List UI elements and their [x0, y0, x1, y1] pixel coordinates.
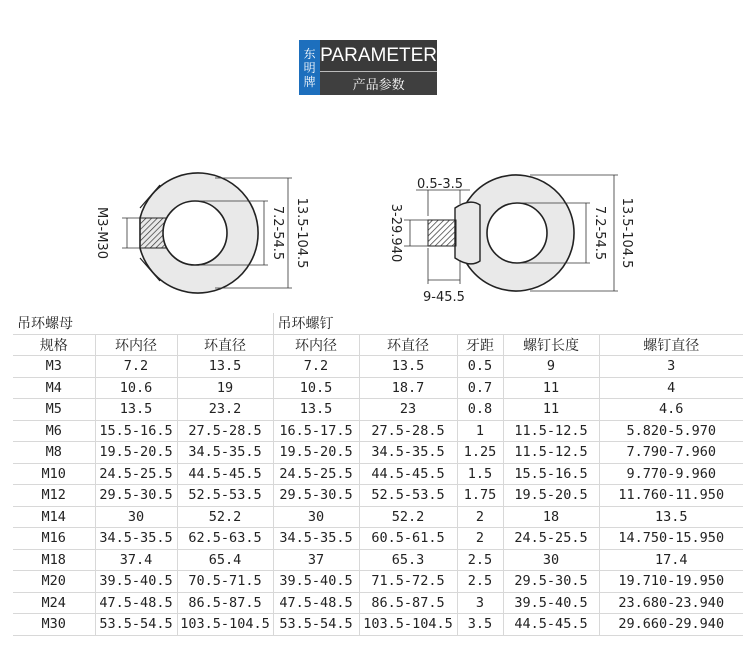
table-cell: 13.5 [177, 356, 273, 378]
table-row [13, 442, 743, 464]
table-cell: 13.5 [599, 506, 743, 528]
table-cell: 9 [503, 356, 599, 378]
table-cell: 29.5-30.5 [95, 485, 177, 507]
table-cell: 29.5-30.5 [503, 571, 599, 593]
table-cell: 13.5 [359, 356, 457, 378]
table-cell: 0.8 [457, 399, 503, 421]
section-subtitle: 产品参数 [320, 71, 437, 95]
bolt-pitch-label: 0.5-3.5 [416, 177, 464, 192]
group-nut-label: 吊环螺母 [13, 313, 273, 334]
table-cell: 29.5-30.5 [273, 485, 359, 507]
table-cell: 24.5-25.5 [95, 463, 177, 485]
table-cell: 34.5-35.5 [359, 442, 457, 464]
table-cell: 34.5-35.5 [177, 442, 273, 464]
table-cell: 29.660-29.940 [599, 614, 743, 636]
table-cell: 5.820-5.970 [599, 420, 743, 442]
column-header: 螺钉直径 [599, 334, 743, 356]
table-row [13, 506, 743, 528]
table-cell: 52.5-53.5 [177, 485, 273, 507]
eye-bolt-drawing [404, 175, 618, 291]
table-cell: 24.5-25.5 [503, 528, 599, 550]
table-row [13, 571, 743, 593]
nut-outer-dia-label: 13.5-104.5 [294, 197, 309, 269]
bolt-outer-dia-label: 13.5-104.5 [619, 197, 634, 269]
table-cell: 34.5-35.5 [273, 528, 359, 550]
eye-nut-drawing [122, 173, 292, 293]
table-cell: 4 [599, 377, 743, 399]
table-cell: 103.5-104.5 [177, 614, 273, 636]
table-cell: 1.75 [457, 485, 503, 507]
bolt-inner-dia-label: 7.2-54.5 [592, 205, 607, 261]
table-cell: 19 [177, 377, 273, 399]
table-cell: 2 [457, 506, 503, 528]
table-row [13, 377, 743, 399]
table-cell: M8 [13, 442, 95, 464]
table-cell: 23.2 [177, 399, 273, 421]
table-row [13, 592, 743, 614]
table-cell: 18 [503, 506, 599, 528]
table-cell: 103.5-104.5 [359, 614, 457, 636]
group-header-row [13, 313, 743, 334]
table-cell: 47.5-48.5 [273, 592, 359, 614]
table-cell: 7.2 [273, 356, 359, 378]
table-cell: 18.7 [359, 377, 457, 399]
table-cell: 39.5-40.5 [503, 592, 599, 614]
table-cell: 1.5 [457, 463, 503, 485]
column-header-row [13, 334, 743, 356]
table-cell: M4 [13, 377, 95, 399]
table-cell: 65.3 [359, 549, 457, 571]
table-cell: 1 [457, 420, 503, 442]
table-row [13, 485, 743, 507]
table-cell: M5 [13, 399, 95, 421]
table-cell: 60.5-61.5 [359, 528, 457, 550]
brand-char: 东 [303, 46, 316, 61]
table-cell: 86.5-87.5 [177, 592, 273, 614]
table-cell: 53.5-54.5 [95, 614, 177, 636]
table-cell: 2.5 [457, 571, 503, 593]
table-cell: M12 [13, 485, 95, 507]
table-cell: 4.6 [599, 399, 743, 421]
table-cell: 7.790-7.960 [599, 442, 743, 464]
table-cell: 70.5-71.5 [177, 571, 273, 593]
table-cell: 30 [503, 549, 599, 571]
column-header: 环内径 [273, 334, 359, 356]
table-cell: 11.5-12.5 [503, 442, 599, 464]
table-cell: 39.5-40.5 [273, 571, 359, 593]
table-cell: 3.5 [457, 614, 503, 636]
table-row [13, 399, 743, 421]
table-row [13, 549, 743, 571]
table-cell: 19.5-20.5 [273, 442, 359, 464]
table-cell: 23 [359, 399, 457, 421]
table-cell: 10.6 [95, 377, 177, 399]
table-cell: 7.2 [95, 356, 177, 378]
table-cell: 19.710-19.950 [599, 571, 743, 593]
table-cell: 3 [457, 592, 503, 614]
table-cell: 23.680-23.940 [599, 592, 743, 614]
table-cell: 71.5-72.5 [359, 571, 457, 593]
table-cell: 0.5 [457, 356, 503, 378]
column-header: 环内径 [95, 334, 177, 356]
table-cell: M3 [13, 356, 95, 378]
table-cell: 37.4 [95, 549, 177, 571]
table-cell: 44.5-45.5 [177, 463, 273, 485]
table-cell: 27.5-28.5 [177, 420, 273, 442]
table-cell: 2.5 [457, 549, 503, 571]
table-cell: M6 [13, 420, 95, 442]
table-cell: 10.5 [273, 377, 359, 399]
table-cell: 39.5-40.5 [95, 571, 177, 593]
table-cell: 44.5-45.5 [359, 463, 457, 485]
table-cell: 19.5-20.5 [503, 485, 599, 507]
bolt-shank-dia-label: 3-29.940 [388, 203, 403, 263]
table-cell: 13.5 [273, 399, 359, 421]
table-cell: 15.5-16.5 [503, 463, 599, 485]
table-cell: 15.5-16.5 [95, 420, 177, 442]
table-cell: M20 [13, 571, 95, 593]
table-row [13, 528, 743, 550]
table-cell: 47.5-48.5 [95, 592, 177, 614]
brand-label [299, 40, 320, 95]
table-cell: 27.5-28.5 [359, 420, 457, 442]
table-cell: 0.7 [457, 377, 503, 399]
table-cell: 30 [273, 506, 359, 528]
technical-drawings [0, 160, 750, 310]
table-cell: M14 [13, 506, 95, 528]
table-row [13, 614, 743, 636]
column-header: 环直径 [177, 334, 273, 356]
column-header: 规格 [13, 334, 95, 356]
table-cell: 65.4 [177, 549, 273, 571]
table-row [13, 356, 743, 378]
table-cell: 16.5-17.5 [273, 420, 359, 442]
section-title: PARAMETER [320, 40, 437, 71]
table-cell: 44.5-45.5 [503, 614, 599, 636]
table-cell: 86.5-87.5 [359, 592, 457, 614]
table-cell: 11.760-11.950 [599, 485, 743, 507]
table-cell: 9.770-9.960 [599, 463, 743, 485]
brand-char: 牌 [303, 74, 316, 89]
table-cell: M16 [13, 528, 95, 550]
table-cell: 11.5-12.5 [503, 420, 599, 442]
table-cell: M18 [13, 549, 95, 571]
table-row [13, 463, 743, 485]
table-row [13, 420, 743, 442]
table-cell: 34.5-35.5 [95, 528, 177, 550]
column-header: 螺钉长度 [503, 334, 599, 356]
table-cell: 1.25 [457, 442, 503, 464]
column-header: 牙距 [457, 334, 503, 356]
table-cell: M10 [13, 463, 95, 485]
table-cell: 52.5-53.5 [359, 485, 457, 507]
table-cell: 52.2 [177, 506, 273, 528]
brand-char: 明 [303, 60, 316, 75]
table-cell: 3 [599, 356, 743, 378]
table-cell: 2 [457, 528, 503, 550]
table-cell: 37 [273, 549, 359, 571]
table-cell: M30 [13, 614, 95, 636]
table-cell: 11 [503, 399, 599, 421]
table-cell: 14.750-15.950 [599, 528, 743, 550]
nut-thread-label: M3-M30 [94, 207, 109, 259]
table-cell: 13.5 [95, 399, 177, 421]
table-cell: 19.5-20.5 [95, 442, 177, 464]
bolt-length-label: 9-45.5 [423, 290, 465, 305]
table-cell: 62.5-63.5 [177, 528, 273, 550]
parameter-badge [299, 40, 437, 95]
table-cell: M24 [13, 592, 95, 614]
column-header: 环直径 [359, 334, 457, 356]
drawing-svg [0, 160, 750, 310]
table-cell: 52.2 [359, 506, 457, 528]
table-cell: 17.4 [599, 549, 743, 571]
group-bolt-label: 吊环螺钉 [273, 313, 743, 334]
table-cell: 53.5-54.5 [273, 614, 359, 636]
nut-inner-dia-label: 7.2-54.5 [270, 205, 285, 261]
spec-table [13, 313, 743, 636]
table-cell: 11 [503, 377, 599, 399]
table-cell: 24.5-25.5 [273, 463, 359, 485]
table-cell: 30 [95, 506, 177, 528]
